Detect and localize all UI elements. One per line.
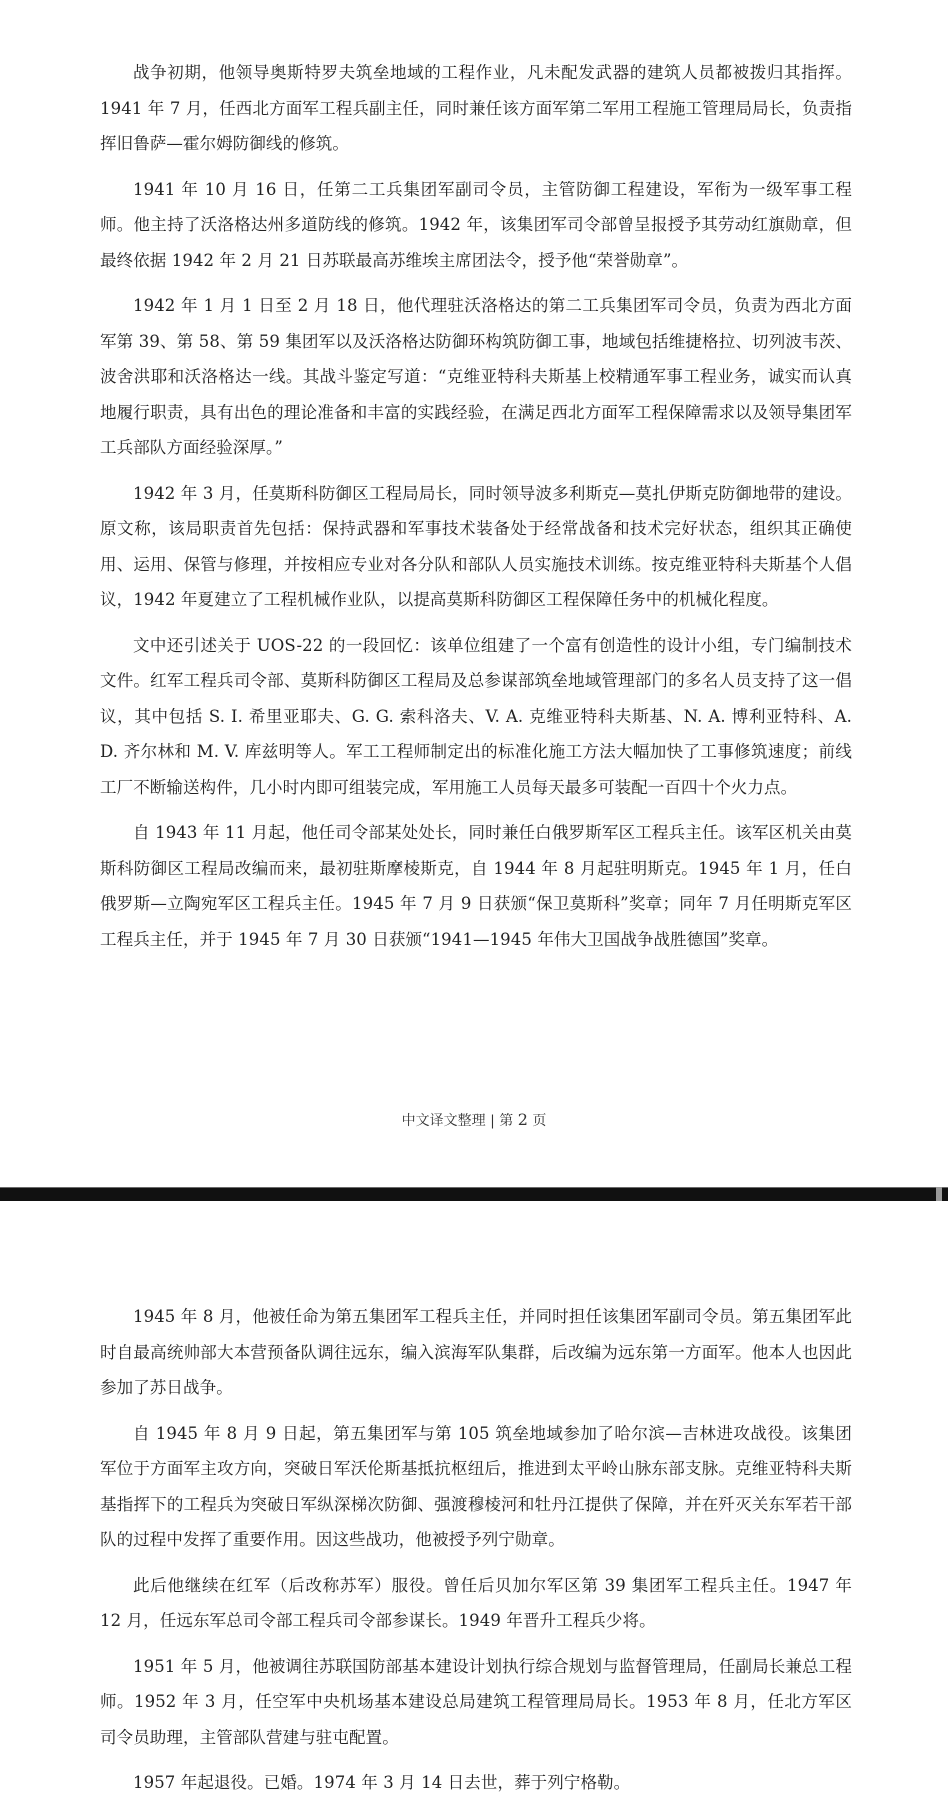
paragraph: 自 1943 年 11 月起，他任司令部某处处长，同时兼任白俄罗斯军区工程兵主任。该军区机关由莫斯科防御区工程局改编而来，最初驻斯摩棱斯克，自 1944 年 8 月起驻明斯克。1945 年 1 月，任白俄罗斯—立陶宛军区工程兵主任。1945 年 7 月 9 日获颁“保卫莫斯科”奖章；同年 7 月任明斯克军区工程兵主任，并于 1945 年 7 月 30 日获颁“1941—1945 年伟大卫国战争战胜德国”奖章。 (100, 823, 852, 949)
paragraph: 自 1945 年 8 月 9 日起，第五集团军与第 105 筑垒地域参加了哈尔滨—吉林进攻战役。该集团军位于方面军主攻方向，突破日军沃伦斯基抵抗枢纽后，推进到太平岭山脉东部支脉。克维亚特科夫斯基指挥下的工程兵为突破日军纵深梯次防御、强渡穆棱河和牡丹江提供了保障，并在歼灭关东军若干部队的过程中发挥了重要作用。因这些战功，他被授予列宁勋章。 (100, 1423, 852, 1549)
paragraph: 1941 年 10 月 16 日，任第二工兵集团军副司令员，主管防御工程建设，军衔为一级军事工程师。他主持了沃洛格达州多道防线的修筑。1942 年，该集团军司令部曾呈报授予其劳动红旗勋章，但最终依据 1942 年 2 月 21 日苏联最高苏维埃主席团法令，授予他“荣誉勋章”。 (100, 179, 852, 270)
page-separator (0, 1187, 948, 1201)
page-footer (0, 1110, 948, 1130)
paragraph: 此后他继续在红军（后改称苏军）服役。曾任后贝加尔军区第 39 集团军工程兵主任。1947 年 12 月，任远东军总司令部工程兵司令部参谋长。1949 年晋升工程兵少将。 (100, 1575, 852, 1630)
page-2-body (100, 1299, 852, 1811)
footer-page-number: 2 (517, 1110, 528, 1129)
document-page-2 (0, 1201, 948, 1800)
paragraph: 1942 年 1 月 1 日至 2 月 18 日，他代理驻沃洛格达的第二工兵集团军司令员，负责为西北方面军第 39、第 58、第 59 集团军以及沃洛格达防御环构筑防御工事，地域包括维捷格拉、切列波韦茨、波舍洪耶和沃洛格达一线。其战斗鉴定写道：“克维亚特科夫斯基上校精通军事工程业务，诚实而认真地履行职责，具有出色的理论准备和丰富的实践经验，在满足西北方面军工程保障需求以及领导集团军工兵部队方面经验深厚。” (100, 296, 852, 457)
paragraph: 1942 年 3 月，任莫斯科防御区工程局局长，同时领导波多利斯克—莫扎伊斯克防御地带的建设。原文称，该局职责首先包括：保持武器和军事技术装备处于经常战备和技术完好状态，组织其正确使用、运用、保管与修理，并按相应专业对各分队和部队人员实施技术训练。按克维亚特科夫斯基个人倡议，1942 年夏建立了工程机械作业队，以提高莫斯科防御区工程保障任务中的机械化程度。 (100, 483, 852, 609)
paragraph: 1945 年 8 月，他被任命为第五集团军工程兵主任，并同时担任该集团军副司令员。第五集团军此时自最高统帅部大本营预备队调往远东，编入滨海军队集群，后改编为远东第一方面军。他本人也因此参加了苏日战争。 (100, 1307, 852, 1397)
scrollbar-thumb[interactable] (936, 1187, 942, 1201)
paragraph: 文中还引述关于 UOS-22 的一段回忆：该单位组建了一个富有创造性的设计小组，专门编制技术文件。红军工程兵司令部、莫斯科防御区工程局及总参谋部筑垒地域管理部门的多名人员支持了这一倡议，其中包括 S. I. 希里亚耶夫、G. G. 索科洛夫、V. A. 克维亚特科夫斯基、N. A. 博利亚特科、A. D. 齐尔林和 M. V. 库兹明等人。军工工程师制定出的标准化施工方法大幅加快了工事修筑速度；前线工厂不断输送构件，几小时内即可组装完成，军用施工人员每天最多可装配一百四十个火力点。 (100, 635, 852, 797)
footer-suffix: 页 (532, 1113, 547, 1129)
paragraph: 战争初期，他领导奥斯特罗夫筑垒地域的工程作业，凡未配发武器的建筑人员都被拨归其指挥。1941 年 7 月，任西北方面军工程兵副主任，同时兼任该方面军第二军用工程施工管理局局长，负责指挥旧鲁萨—霍尔姆防御线的修筑。 (100, 63, 852, 153)
paragraph: 1951 年 5 月，他被调往苏联国防部基本建设计划执行综合规划与监督管理局，任副局长兼总工程师。1952 年 3 月，任空军中央机场基本建设总局建筑工程管理局局长。1953 年 8 月，任北方军区司令员助理，主管部队营建与驻屯配置。 (100, 1656, 852, 1747)
footer-label: 中文译文整理 | 第 (401, 1113, 514, 1129)
page-1-body (100, 55, 852, 967)
paragraph: 1957 年起退役。已婚。1974 年 3 月 14 日去世，葬于列宁格勒。 (133, 1773, 631, 1792)
